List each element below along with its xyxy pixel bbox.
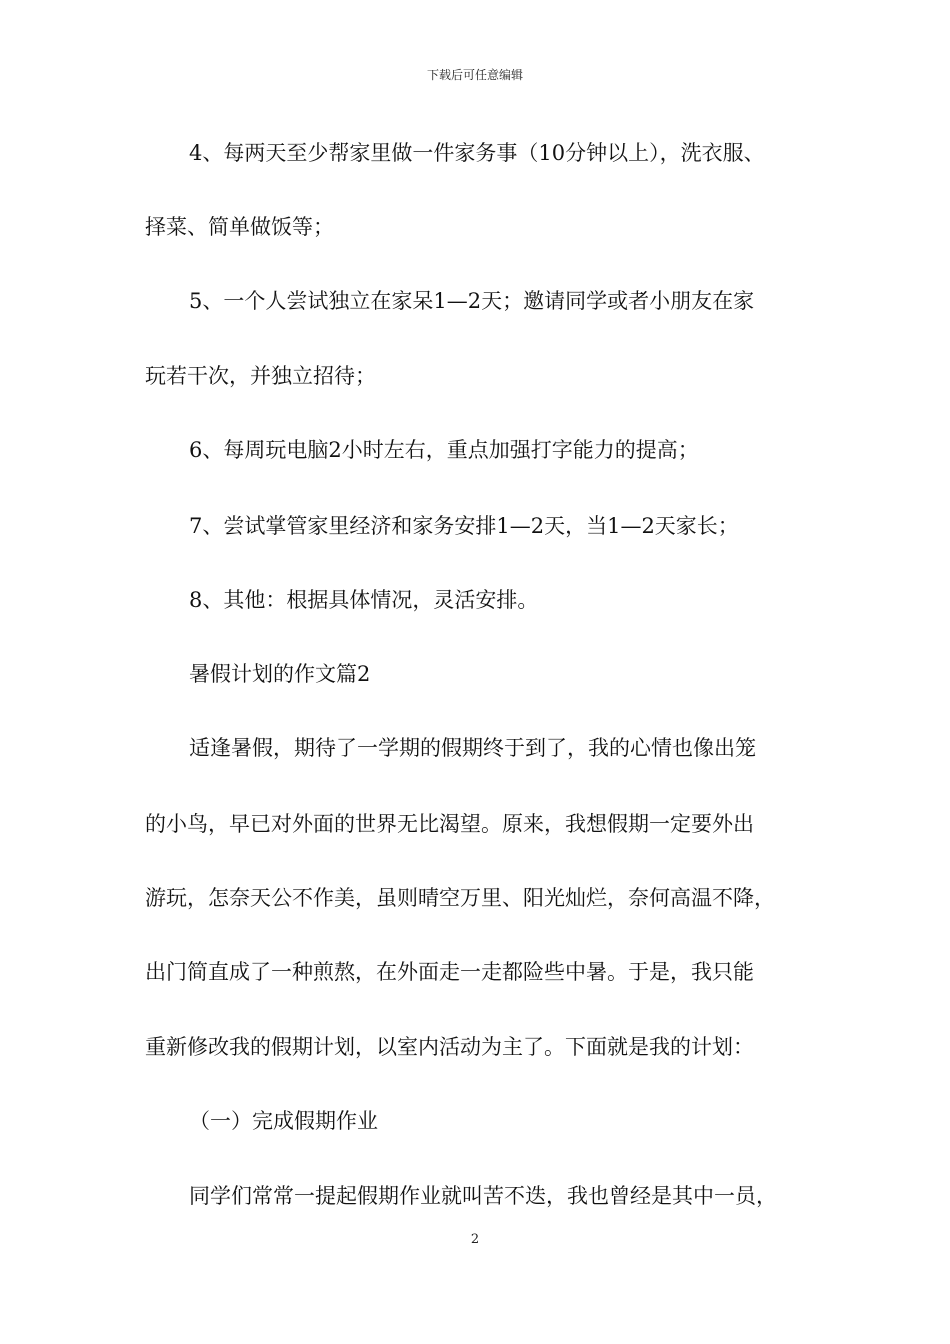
paragraph-line: 6、每周玩电脑2小时左右，重点加强打字能力的提高；: [189, 438, 699, 462]
page-header: 下载后可任意编辑: [426, 68, 523, 82]
paragraph-line: 的小鸟，早已对外面的世界无比渴望。原来，我想假期一定要外出: [145, 812, 754, 836]
paragraph-line: 玩若干次，并独立招待；: [145, 364, 376, 388]
paragraph-line: 7、尝试掌管家里经济和家务安排1—2天，当1—2天家长；: [189, 514, 739, 538]
paragraph-line: 游玩，怎奈天公不作美，虽则晴空万里、阳光灿烂，奈何高温不降，: [145, 886, 775, 910]
subsection-heading: （一）完成假期作业: [189, 1109, 378, 1133]
section-heading: 暑假计划的作文篇2: [189, 662, 371, 686]
paragraph-line: 4、每两天至少帮家里做一件家务事（10分钟以上），洗衣服、: [189, 141, 765, 165]
paragraph-line: 8、其他：根据具体情况，灵活安排。: [189, 588, 539, 612]
paragraph-line: 择菜、简单做饭等；: [145, 215, 334, 239]
page-number: 2: [470, 1232, 480, 1247]
paragraph-line: 重新修改我的假期计划，以室内活动为主了。下面就是我的计划：: [145, 1035, 754, 1059]
paragraph-line: 同学们常常一提起假期作业就叫苦不迭，我也曾经是其中一员，: [189, 1184, 777, 1208]
paragraph-line: 适逢暑假，期待了一学期的假期终于到了，我的心情也像出笼: [189, 736, 756, 760]
paragraph-line: 出门简直成了一种煎熬，在外面走一走都险些中暑。于是，我只能: [145, 960, 754, 984]
paragraph-line: 5、一个人尝试独立在家呆1—2天；邀请同学或者小朋友在家: [189, 289, 755, 313]
